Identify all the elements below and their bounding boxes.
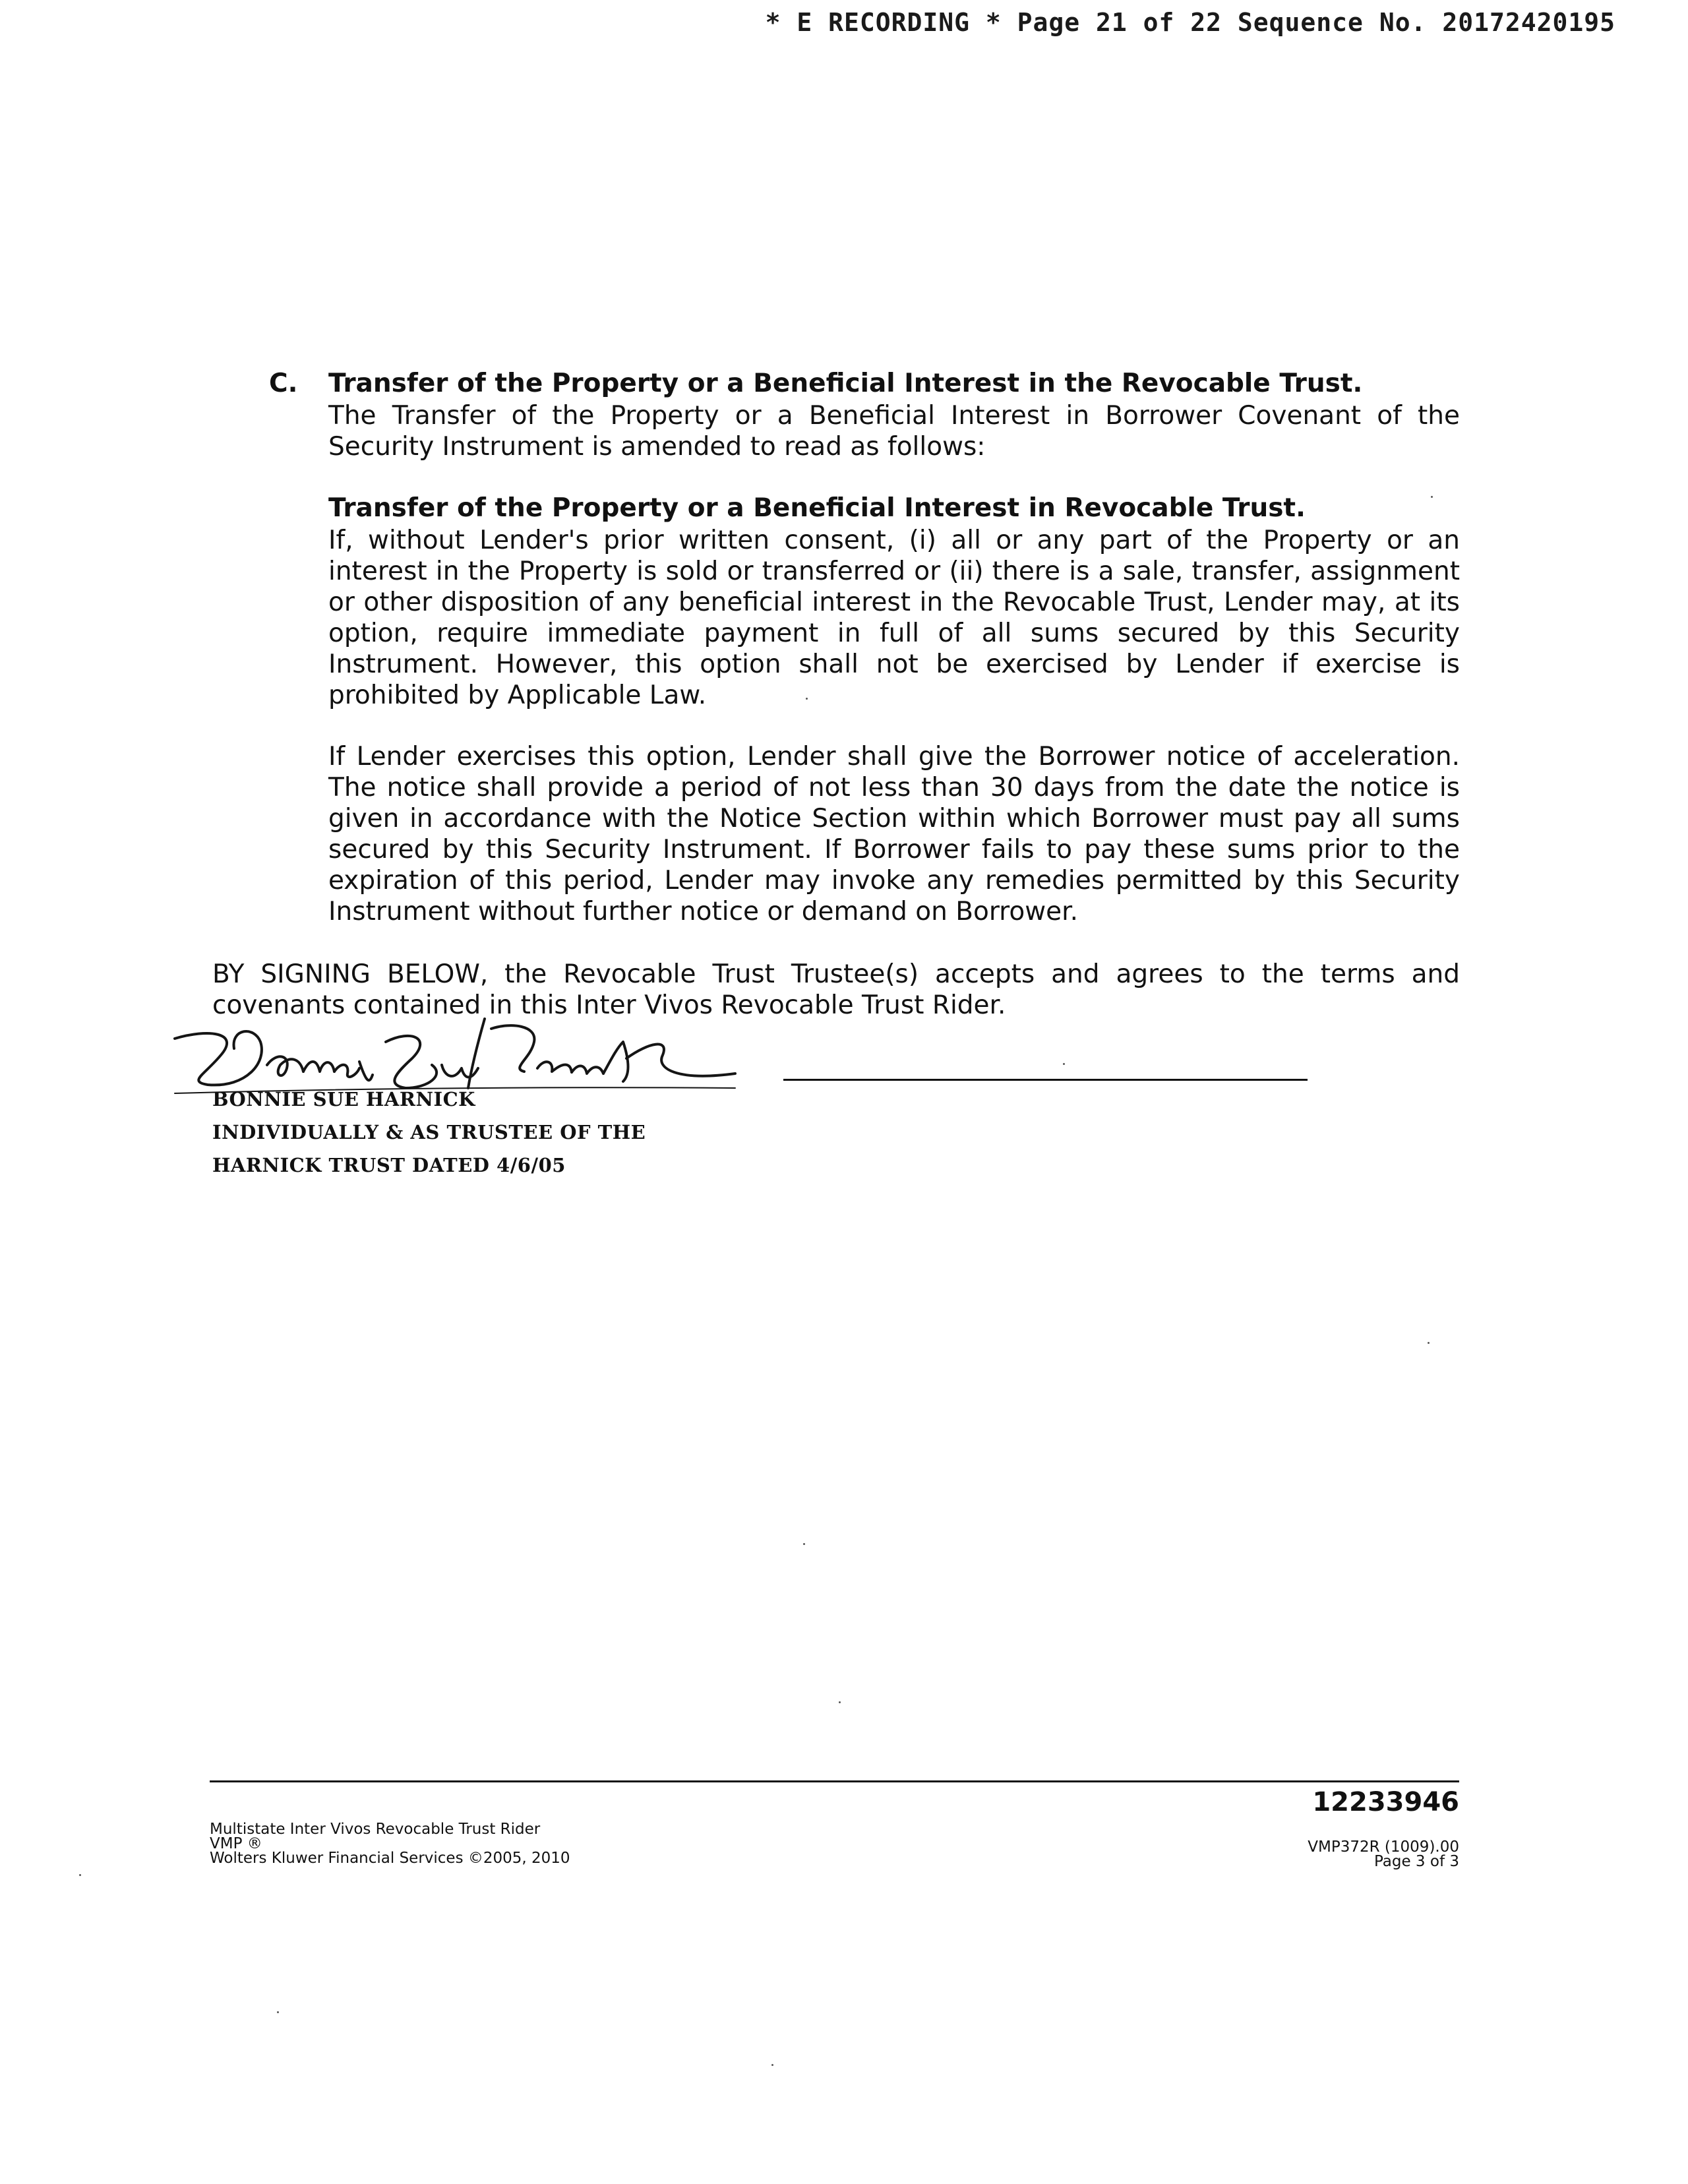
recording-header: * E RECORDING * Page 21 of 22 Sequence No. 20172420195 [765, 8, 1615, 37]
form-name: Multistate Inter Vivos Revocable Trust Rider [210, 1821, 541, 1838]
subsection-title: Transfer of the Property or a Beneficial Interest in Revocable Trust. [328, 493, 1306, 523]
scan-speck [1431, 496, 1433, 498]
scan-speck [771, 2064, 773, 2066]
section-letter: C. [269, 369, 298, 398]
publisher-copyright: Wolters Kluwer Financial Services ©2005, 2010 [210, 1850, 570, 1867]
handwritten-signature [168, 1002, 742, 1095]
scan-speck [79, 1874, 81, 1876]
second-signature-line [783, 1079, 1308, 1081]
form-code: VMP372R (1009).00 [1308, 1838, 1459, 1856]
signer-name: BONNIE SUE HARNICK [212, 1088, 475, 1110]
footer-rule [210, 1780, 1459, 1782]
scan-speck [806, 698, 808, 700]
scan-speck [839, 1701, 841, 1703]
signing-statement: BY SIGNING BELOW, the Revocable Trust Trustee(s) accepts and agrees to the terms and covenants contained in this Inter Vivos Revocable Trust Rider. [212, 959, 1460, 1020]
subsection-paragraph-1: If, without Lender's prior written consent, (i) all or any part of the Property or an interest in the Property is sold or transferred or (ii) there is a sale, transfer, assignment or other disposition of any beneficial interest in the Revocable Trust, Lender may, at its option, require immediate payment in full of all sums secured by this Security Instrument. However, this option shall not be exercised by Lender if exercise is prohibited by Applicable Law. [328, 526, 1460, 710]
vendor-mark: VMP ® [210, 1835, 262, 1852]
page-count: Page 3 of 3 [1373, 1853, 1459, 1870]
footer-form-info [210, 1822, 570, 1866]
scan-speck [277, 2011, 279, 2013]
scan-speck [803, 1543, 805, 1545]
document-number: 12233946 [1312, 1787, 1459, 1817]
section-title: Transfer of the Property or a Beneficial Interest in the Revocable Trust. [328, 369, 1363, 398]
subsection-paragraph-2: If Lender exercises this option, Lender shall give the Borrower notice of acceleration. The notice shall provide a period of not less than 30 days from the date the notice is given in accordance with the Notice Section within which Borrower must pay all sums secured by this Security Instrument. If Borrower fails to pay these sums prior to the expiration of this period, Lender may invoke any remedies permitted by this Security Instrument without further notice or demand on Borrower. [328, 742, 1460, 926]
scan-speck [1063, 1063, 1065, 1065]
signer-capacity-line-1: INDIVIDUALLY & AS TRUSTEE OF THE [212, 1121, 646, 1143]
footer-page-info [1308, 1840, 1459, 1869]
scan-speck [1428, 1342, 1430, 1344]
section-intro: The Transfer of the Property or a Beneficial Interest in Borrower Covenant of the Security Instrument is amended to read as follows: [328, 401, 1460, 462]
signer-capacity-line-2: HARNICK TRUST DATED 4/6/05 [212, 1154, 566, 1176]
